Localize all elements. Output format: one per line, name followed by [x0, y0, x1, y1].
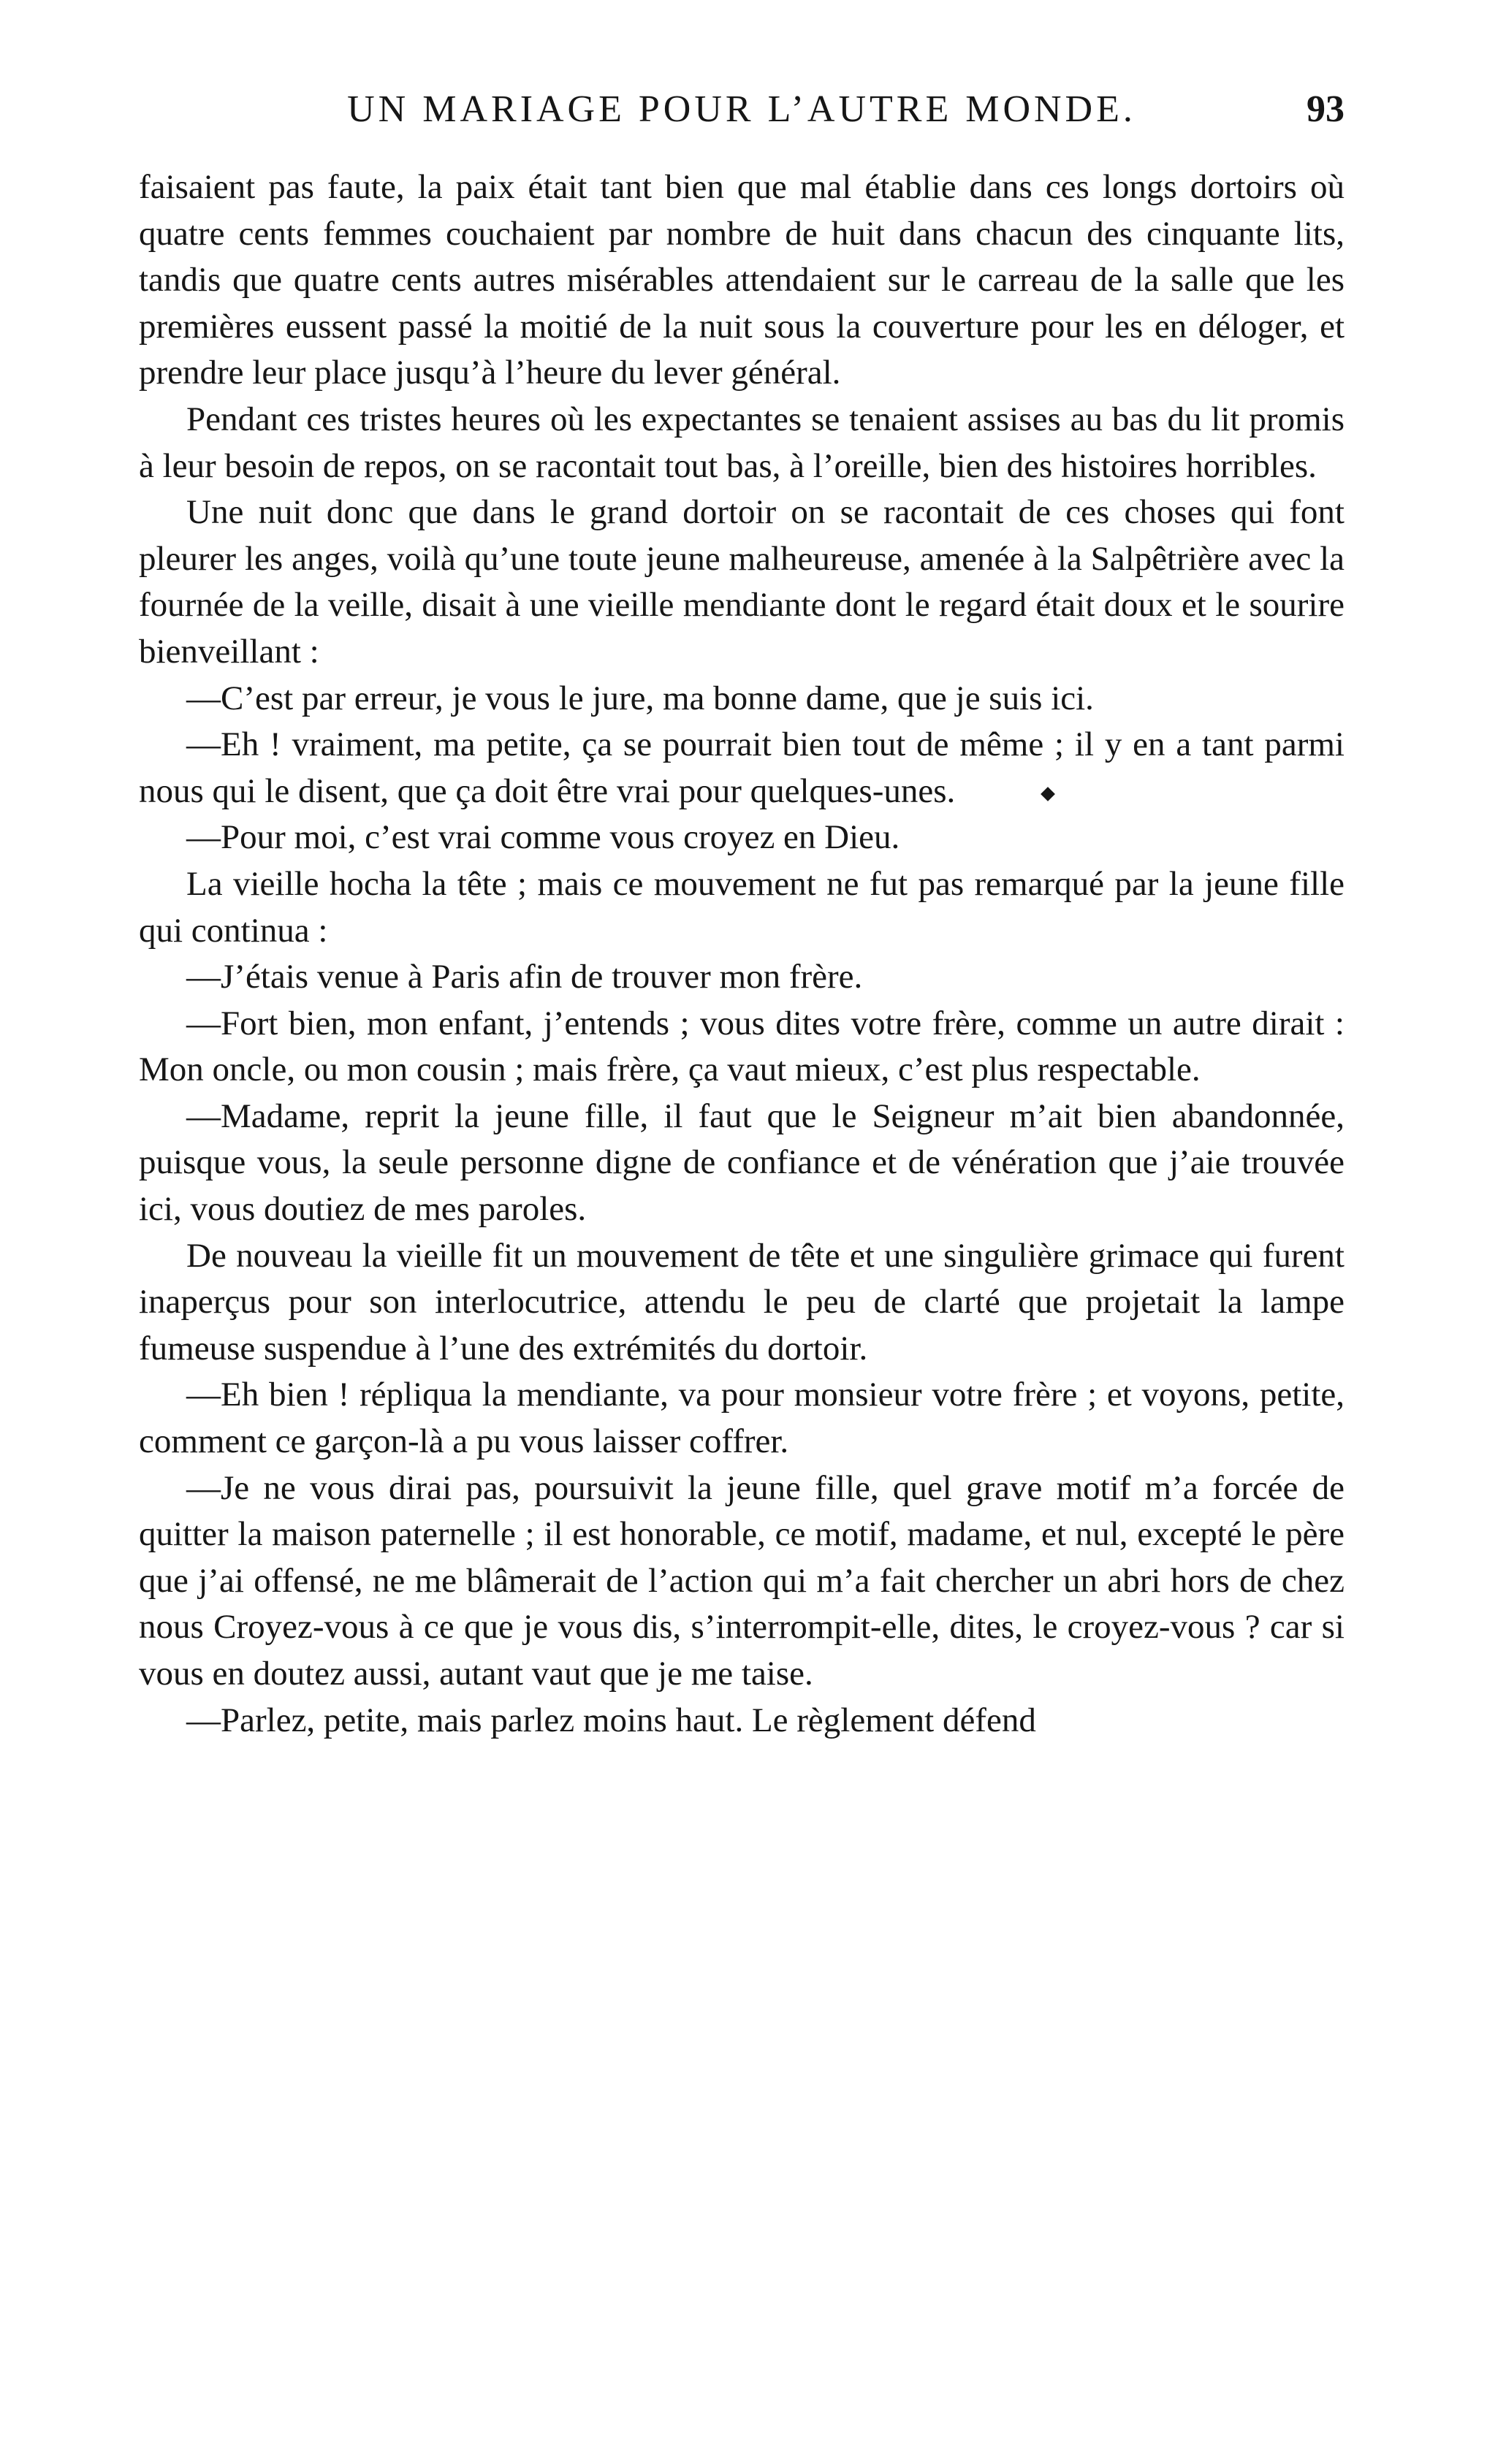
- paragraph: [139, 1465, 1345, 1698]
- paragraph: [139, 954, 1345, 1001]
- paragraph-text: Une nuit donc que dans le grand dortoir on se racontait de ces choses qui font pleurer les anges, voilà qu’une toute jeune malheureuse, amenée à la Salpêtrière avec la fournée de la veille, disait à une vieille mendiante dont le regard était doux et le sourire bienveillant :: [139, 493, 1345, 671]
- paragraph: [139, 676, 1345, 722]
- paragraph-text: —Eh bien ! répliqua la mendiante, va pour monsieur votre frère ; et voyons, petite, comment ce garçon-là a pu vous laisser coffrer.: [139, 1376, 1345, 1461]
- paragraph-text: Pendant ces tristes heures où les expectantes se tenaient assises au bas du lit promis à leur besoin de repos, on se racontait tout bas, à l’oreille, bien des histoires horribles.: [139, 400, 1345, 485]
- paragraph: [139, 489, 1345, 675]
- paragraph: [139, 1001, 1345, 1094]
- paragraph-text: De nouveau la vieille fit un mouvement de tête et une singulière grimace qui furent inaperçus pour son interlocutrice, attendu le peu de clarté que projetait la lampe fumeuse suspendue à l’une des extrémités du dortoir.: [139, 1236, 1345, 1368]
- book-page: [139, 77, 1345, 1744]
- paragraph-text: —Pour moi, c’est vrai comme vous croyez en Dieu.: [186, 818, 900, 857]
- page-number: 93: [1307, 88, 1345, 130]
- paragraph-text: —Fort bien, mon enfant, j’entends ; vous dites votre frère, comme un autre dirait : Mon oncle, ou mon cousin ; mais frère, ça vaut mieux, c’est plus respectable.: [139, 1004, 1345, 1089]
- paragraph: [139, 815, 1345, 861]
- paragraph: [139, 1372, 1345, 1465]
- paragraph: [139, 164, 1345, 397]
- paragraph-text: La vieille hocha la tête ; mais ce mouvement ne fut pas remarqué par la jeune fille qui continua :: [139, 864, 1345, 950]
- paragraph: [139, 397, 1345, 489]
- running-head: [139, 77, 1345, 142]
- ink-spot-mark: [1041, 787, 1055, 801]
- paragraph: [139, 1698, 1345, 1744]
- paragraph-text: —C’est par erreur, je vous le jure, ma bonne dame, que je suis ici.: [186, 679, 1094, 717]
- paragraph-text: faisaient pas faute, la paix était tant bien que mal établie dans ces longs dortoirs où quatre cents femmes couchaient par nombre de huit dans chacun des cinquante lits, tandis que quatre cents autres misérables attendaient sur le carreau de la salle que les premières eussent passé la moitié de la nuit sous la couverture pour les en déloger, et prendre leur place jusqu’à l’heure du lever général.: [139, 168, 1345, 392]
- paragraph-text: —Je ne vous dirai pas, poursuivit la jeune fille, quel grave motif m’a forcée de quitter la maison paternelle ; il est honorable, ce motif, madame, et nul, excepté le père que j’ai offensé, ne me blâmerait de l’action qui m’a fait chercher un abri hors de chez nous Croyez-vous à ce que je vous dis, s’interrompit-elle, dites, le croyez-vous ? car si vous en doutez aussi, autant vaut que je me taise.: [139, 1468, 1345, 1693]
- paragraph: [139, 861, 1345, 954]
- body-text: [139, 164, 1345, 1744]
- paragraph-text: —Madame, reprit la jeune fille, il faut que le Seigneur m’ait bien abandonnée, puisque vous, la seule personne digne de confiance et de vénération que j’aie trouvée ici, vous doutiez de mes paroles.: [139, 1096, 1345, 1229]
- paragraph-text: —Eh ! vraiment, ma petite, ça se pourrait bien tout de même ; il y en a tant parmi nous qui le disent, que ça doit être vrai pour quelques-unes.: [139, 725, 1345, 810]
- paragraph-text: —Parlez, petite, mais parlez moins haut. Le règlement défend: [186, 1701, 1036, 1739]
- chapter-title: UN MARIAGE POUR L’AUTRE MONDE.: [347, 88, 1136, 130]
- paragraph: [139, 1233, 1345, 1373]
- paragraph: [139, 722, 1345, 815]
- paragraph: [139, 1094, 1345, 1233]
- paragraph-text: —J’étais venue à Paris afin de trouver mon frère.: [186, 958, 863, 996]
